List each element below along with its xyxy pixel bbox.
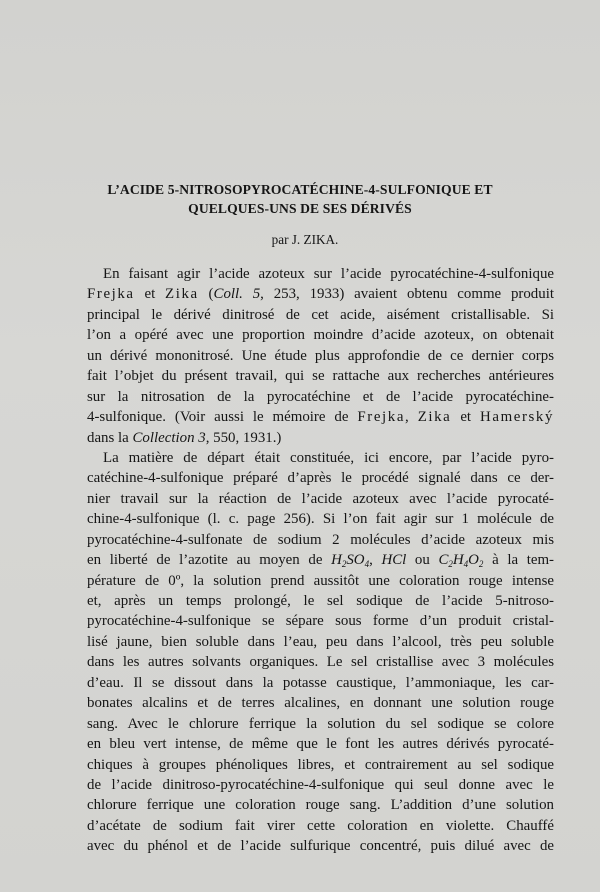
- text-line: sang. Avec le chlorure ferrique la solution du sel sodique se colore: [87, 715, 554, 732]
- text-line: pérature de 0º, la solution prend aussitôt une coloration rouge intense: [87, 572, 554, 589]
- author-ref: Frejka: [357, 409, 406, 426]
- text-line: l’on a opéré avec une proportion moindre d’acide azoteux, on obtenait: [87, 327, 554, 344]
- text-line: pyrocatéchine-4-sulfonate de sodium 2 molécules d’acide azoteux mis: [87, 531, 554, 548]
- article-body: [87, 264, 554, 857]
- author-line: [0, 231, 600, 249]
- text-line: chiques à groupes phénoliques libres, et contrairement au sel sodique: [87, 756, 554, 773]
- text-line: 4-sulfonique. (Voir aussi le mémoire de Frejka, Zika et Hamerský: [87, 409, 554, 426]
- paragraph-2: [87, 448, 554, 857]
- text-line: lisé jaune, bien soluble dans l’eau, peu dans l’alcool, très peu soluble: [87, 633, 554, 650]
- text-line: d’eau. Il se dissout dans la potasse caustique, l’ammoniaque, les car-: [87, 674, 554, 691]
- text-line: bonates alcalins et de terres alcalines, en donnant une solution rouge: [87, 695, 554, 712]
- text-line: un dérivé mononitrosé. Une étude plus approfondie de ce dernier corps: [87, 347, 554, 364]
- text-line: principal le dérivé dinitrosé de cet acide, aisément cristallisable. Si: [87, 306, 554, 323]
- text-line: en liberté de l’azotite au moyen de $H_2SO_4$, HCl ou $C_2H_4O_2$ à la tem-: [87, 552, 555, 570]
- text-line: Frejka et Zika (Coll. 5, 253, 1933) avaient obtenu comme produit: [87, 286, 554, 303]
- article-title: [0, 180, 600, 218]
- author-ref: Hamerský: [480, 409, 554, 426]
- title-line-2: QUELQUES-UNS DE SES DÉRIVÉS: [188, 201, 412, 216]
- author-ref: Zika: [417, 409, 452, 426]
- author-prefix: par: [271, 232, 289, 247]
- text-line: avec du phénol et de l’acide sulfurique concentré, puis dilué avec de: [87, 838, 554, 855]
- text-line: dans la Collection 3, 550, 1931.): [87, 429, 282, 446]
- text-line: nier travail sur la réaction de l’acide azoteux avec l’acide pyrocaté-: [87, 490, 554, 507]
- journal-ref: Collection 3: [132, 429, 206, 446]
- text-line: de l’acide dinitroso-pyrocatéchine-4-sulfonique qui seul donne avec le: [87, 776, 554, 793]
- author-ref: Frejka: [87, 286, 135, 303]
- author-name: J. ZIKA.: [291, 232, 339, 247]
- text-line: La matière de départ était constituée, ici encore, par l’acide pyro-: [103, 449, 554, 466]
- text-line: chine-4-sulfonique (l. c. page 256). Si l’on fait agir sur 1 molécule de: [87, 511, 554, 528]
- formula-acetic-acid: $C_2H_4O_2$: [438, 552, 484, 570]
- text-line: d’acétate de sodium fait virer cette coloration en violette. Chauffé: [87, 817, 554, 834]
- journal-ref: Coll. 5: [213, 286, 261, 303]
- text-line: et, après un temps prolongé, le sel sodique de l’acide 5-nitroso-: [87, 593, 554, 609]
- title-line-1: L’ACIDE 5-NITROSOPYROCATÉCHINE-4-SULFONIQUE ET: [107, 182, 493, 197]
- text-line: sur la nitrosation de la pyrocatéchine et de l’acide pyrocatéchine-: [87, 388, 554, 405]
- text-line: chlorure ferrique une coloration rouge sang. L’addition d’une solution: [87, 797, 554, 814]
- formula-h2so4: $H_2SO_4$: [331, 552, 370, 570]
- text-line: pyrocatéchine-4-sulfonique se sépare sous forme d’un produit cristal-: [87, 613, 554, 630]
- text-line: fait l’objet du présent travail, qui se rattache aux recherches antérieures: [87, 368, 554, 385]
- text-line: catéchine-4-sulfonique préparé d’après le procédé signalé dans ce der-: [87, 470, 554, 487]
- formula-hcl: HCl: [381, 552, 407, 569]
- text-line: en bleu vert intense, de même que le font les autres dérivés pyrocaté-: [87, 736, 554, 753]
- paragraph-1: [87, 264, 554, 448]
- author-ref: Zika: [165, 286, 199, 303]
- text-line: En faisant agir l’acide azoteux sur l’acide pyrocatéchine-4-sulfonique: [103, 266, 554, 282]
- text-line: dans les autres solvants organiques. Le sel cristallise avec 3 molécules: [87, 654, 554, 671]
